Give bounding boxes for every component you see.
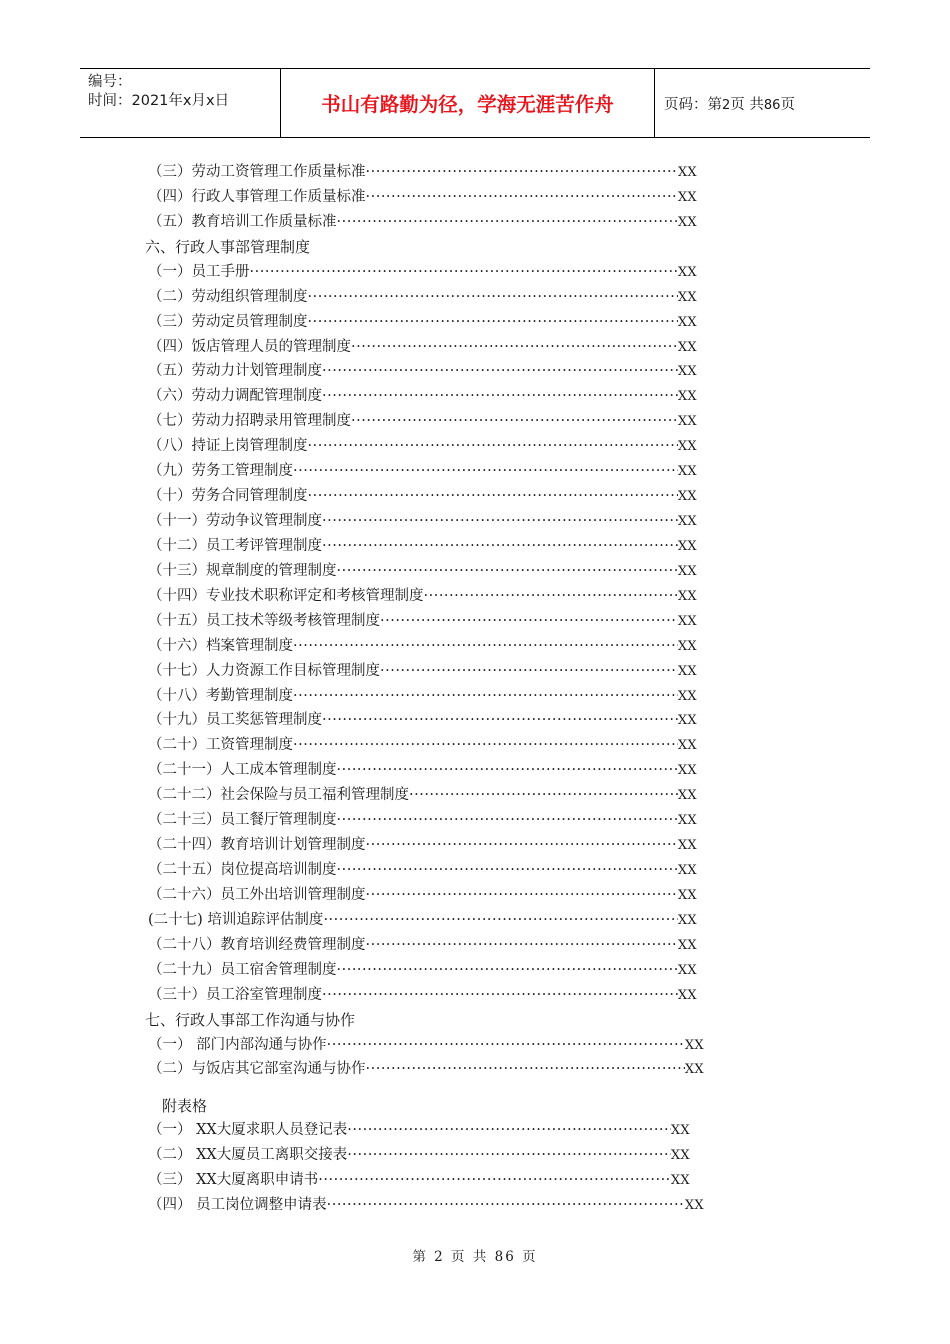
appendix-entry <box>148 1193 704 1217</box>
toc-entry-page: XX <box>677 838 697 854</box>
toc-entry <box>148 858 697 882</box>
toc-entry <box>148 733 697 757</box>
toc-entry-page: XX <box>677 738 697 754</box>
toc-entry-page: XX <box>677 613 697 629</box>
header-motto: 书山有路勤为径，学海无涯苦作舟 <box>321 93 614 116</box>
appendix-leader-dots <box>327 1193 685 1217</box>
toc-leader-dots <box>351 409 678 433</box>
toc-entry-page: XX <box>677 713 697 729</box>
toc-entry <box>148 908 697 932</box>
toc-entry-label: （七）劳动力招聘录用管理制度 <box>148 413 351 430</box>
toc-entry-label: (二十七) 培训追踪评估制度 <box>148 911 324 928</box>
toc-entry-page: XX <box>677 264 697 280</box>
toc-leader-dots <box>293 459 678 483</box>
toc-entry-page: XX <box>677 489 697 505</box>
toc-entry-label: （九）劳务工管理制度 <box>148 463 293 480</box>
toc-entry-label: （二）与饭店其它部室沟通与协作 <box>148 1061 366 1078</box>
toc-entry-page: XX <box>677 214 697 230</box>
toc-leader-dots <box>337 808 678 832</box>
toc-leader-dots <box>366 833 678 857</box>
toc-leader-dots <box>308 484 678 508</box>
toc-entry-label: （二十三）员工餐厅管理制度 <box>148 812 337 829</box>
toc-leader-dots <box>327 1033 685 1057</box>
toc-leader-dots <box>337 958 678 982</box>
toc-entry-page: XX <box>677 189 697 205</box>
header-meta-cell <box>80 69 280 137</box>
toc-entry <box>148 933 697 957</box>
toc-entry-label: （三十）员工浴室管理制度 <box>148 986 322 1003</box>
toc-entry-page: XX <box>677 165 697 180</box>
toc-entry-label: （十二）员工考评管理制度 <box>148 537 322 554</box>
toc-entry-page: XX <box>677 314 697 330</box>
toc-entry-label: （五）教育培训工作质量标准 <box>148 213 337 230</box>
toc-entry-label: （四）饭店管理人员的管理制度 <box>148 338 351 355</box>
toc-entry-page: XX <box>677 688 697 704</box>
header-divider <box>654 69 655 137</box>
toc-entry-label: （二十八）教育培训经费管理制度 <box>148 936 366 953</box>
toc-entry-page: XX <box>677 863 697 879</box>
toc-entry-page: XX <box>677 887 697 903</box>
toc-leader-dots <box>380 609 678 633</box>
toc-entry-page: XX <box>677 638 697 654</box>
toc-entry-page: XX <box>677 763 697 779</box>
toc-entry-page: XX <box>677 414 697 430</box>
appendix-entry-label: （四） 员工岗位调整申请表 <box>148 1197 327 1213</box>
appendix-leader-dots <box>347 1143 671 1167</box>
toc-entry <box>148 310 697 334</box>
toc-entry-label: （四）行政人事管理工作质量标准 <box>148 188 366 205</box>
toc-entry-label: （二十四）教育培训计划管理制度 <box>148 837 366 854</box>
toc-entry-label: （二十二）社会保险与员工福利管理制度 <box>148 787 409 804</box>
toc-leader-dots <box>322 983 678 1007</box>
toc-entry-page: XX <box>677 912 697 928</box>
toc-entry-label: （十六）档案管理制度 <box>148 637 293 654</box>
toc-entry <box>148 260 697 284</box>
toc-entry <box>148 509 697 533</box>
appendix-entry-label: （二） XX大厦员工离职交接表 <box>148 1147 348 1163</box>
page-footer: 第 2 页 共 86 页 <box>412 1249 538 1265</box>
toc-entry-label: （二十）工资管理制度 <box>148 737 293 754</box>
toc-entry-label: （三）劳动定员管理制度 <box>148 313 308 330</box>
toc-leader-dots <box>308 310 678 334</box>
toc-leader-dots <box>366 1057 685 1081</box>
toc-entry <box>148 409 697 433</box>
toc-entry-label: （二）劳动组织管理制度 <box>148 288 308 305</box>
toc-leader-dots <box>323 908 677 932</box>
toc-leader-dots <box>322 359 678 383</box>
appendix-entry-page: XX <box>670 1123 690 1138</box>
toc-entry-label: （十五）员工技术等级考核管理制度 <box>148 612 380 629</box>
toc-entry <box>148 708 697 732</box>
toc-entry <box>148 883 697 907</box>
toc-leader-dots <box>366 160 678 184</box>
toc-entry <box>148 958 697 982</box>
document-header <box>80 68 870 138</box>
toc-entry-label: （十）劳务合同管理制度 <box>148 488 308 505</box>
toc-leader-dots <box>409 783 678 807</box>
toc-entry-page: XX <box>677 289 697 305</box>
toc-leader-dots <box>337 758 678 782</box>
toc-entry-page: XX <box>677 987 697 1003</box>
toc-entry-label: （二十六）员工外出培训管理制度 <box>148 886 366 903</box>
toc-entry-page: XX <box>684 1062 704 1078</box>
toc-entry-label: （六）劳动力调配管理制度 <box>148 388 322 405</box>
toc-entry <box>148 1057 704 1081</box>
toc-section-heading <box>145 235 310 259</box>
toc-entry-label: （二十一）人工成本管理制度 <box>148 762 337 779</box>
toc-entry <box>148 634 697 658</box>
page-suffix: 页 <box>780 97 795 113</box>
toc-section-heading <box>145 1008 355 1032</box>
toc-entry <box>148 185 697 209</box>
appendix-entry-label: （一） XX大厦求职人员登记表 <box>148 1122 348 1138</box>
toc-entry-page: XX <box>677 937 697 953</box>
toc-leader-dots <box>308 285 678 309</box>
page-prefix: 页码：第 <box>664 97 722 113</box>
toc-entry-label: （十一）劳动争议管理制度 <box>148 513 322 530</box>
toc-leader-dots <box>322 708 678 732</box>
toc-entry-page: XX <box>677 813 697 829</box>
code-label: 编号： <box>88 74 132 90</box>
toc-entry <box>148 833 697 857</box>
toc-entry-label: （十七）人力资源工作目标管理制度 <box>148 662 380 679</box>
toc-leader-dots <box>250 260 678 284</box>
toc-entry-label: （一）员工手册 <box>148 263 250 280</box>
toc-leader-dots <box>293 634 678 658</box>
toc-entry <box>148 384 697 408</box>
toc-leader-dots <box>380 659 678 683</box>
toc-entry <box>148 983 697 1007</box>
toc-leader-dots <box>424 584 678 608</box>
toc-leader-dots <box>308 434 678 458</box>
toc-entry-page: XX <box>677 364 697 380</box>
toc-entry <box>148 609 697 633</box>
toc-entry-page: XX <box>677 514 697 530</box>
toc-entry-page: XX <box>677 663 697 679</box>
toc-entry <box>148 160 697 184</box>
toc-entry <box>148 210 697 234</box>
toc-entry-label: （十四）专业技术职称评定和考核管理制度 <box>148 587 424 604</box>
toc-entry-label: （二十九）员工宿舍管理制度 <box>148 961 337 978</box>
toc-leader-dots <box>322 384 678 408</box>
toc-entry-label: （二十五）岗位提高培训制度 <box>148 862 337 879</box>
toc-entry <box>148 584 697 608</box>
toc-leader-dots <box>322 509 678 533</box>
appendix-leader-dots <box>318 1168 671 1192</box>
page-total: 86 <box>763 98 781 113</box>
toc-entry-page: XX <box>684 1037 704 1053</box>
toc-leader-dots <box>337 559 678 583</box>
page-current: 2 <box>722 98 731 113</box>
toc-leader-dots <box>322 534 678 558</box>
time-label: 时间：2021年x月x日 <box>88 93 230 109</box>
toc-entry <box>148 684 697 708</box>
appendix-entry <box>148 1143 690 1167</box>
appendix-entry <box>148 1118 690 1142</box>
toc-entry-page: XX <box>677 538 697 554</box>
toc-entry-page: XX <box>677 588 697 604</box>
toc-leader-dots <box>366 185 678 209</box>
toc-entry-page: XX <box>677 464 697 480</box>
toc-entry <box>148 1033 704 1057</box>
appendix-entry-page: XX <box>670 1148 690 1163</box>
toc-entry-page: XX <box>677 788 697 804</box>
appendix-leader-dots <box>347 1118 671 1142</box>
toc-entry <box>148 484 697 508</box>
toc-leader-dots <box>351 335 678 359</box>
toc-entry-label: （八）持证上岗管理制度 <box>148 438 308 455</box>
toc-entry-label: （五）劳动力计划管理制度 <box>148 363 322 380</box>
appendix-entry-label: （三） XX大厦离职申请书 <box>148 1172 319 1188</box>
toc-leader-dots <box>293 733 678 757</box>
appendix-entry <box>148 1168 690 1192</box>
toc-entry <box>148 359 697 383</box>
toc-entry <box>148 459 697 483</box>
toc-leader-dots <box>293 684 678 708</box>
toc-entry <box>148 659 697 683</box>
toc-entry-page: XX <box>677 389 697 405</box>
page-mid: 页 共 <box>730 97 764 113</box>
toc-entry <box>148 534 697 558</box>
toc-entry <box>148 783 697 807</box>
toc-entry-label: （十三）规章制度的管理制度 <box>148 562 337 579</box>
toc-entry <box>148 434 697 458</box>
appendix-entry-page: XX <box>670 1173 690 1188</box>
toc-entry <box>148 285 697 309</box>
toc-entry-page: XX <box>677 563 697 579</box>
toc-entry-label: 六、行政人事部管理制度 <box>145 237 311 256</box>
toc-entry <box>148 808 697 832</box>
toc-entry <box>148 559 697 583</box>
header-page-info <box>664 93 795 114</box>
toc-entry-page: XX <box>677 439 697 455</box>
toc-entry-label: （十九）员工奖惩管理制度 <box>148 712 322 729</box>
toc-entry <box>148 335 697 359</box>
toc-entry-page: XX <box>677 339 697 355</box>
toc-leader-dots <box>337 858 678 882</box>
appendix-title: 附表格 <box>162 1097 208 1115</box>
toc-entry-label: （一） 部门内部沟通与协作 <box>148 1036 327 1053</box>
toc-entry-label: 七、行政人事部工作沟通与协作 <box>145 1010 356 1029</box>
toc-entry <box>148 758 697 782</box>
toc-leader-dots <box>337 210 678 234</box>
appendix-entry-page: XX <box>684 1198 704 1213</box>
toc-entry-page: XX <box>677 962 697 978</box>
toc-entry-label: （三）劳动工资管理工作质量标准 <box>148 164 366 180</box>
toc-leader-dots <box>366 883 678 907</box>
toc-leader-dots <box>366 933 678 957</box>
toc-entry-label: （十八）考勤管理制度 <box>148 687 293 704</box>
